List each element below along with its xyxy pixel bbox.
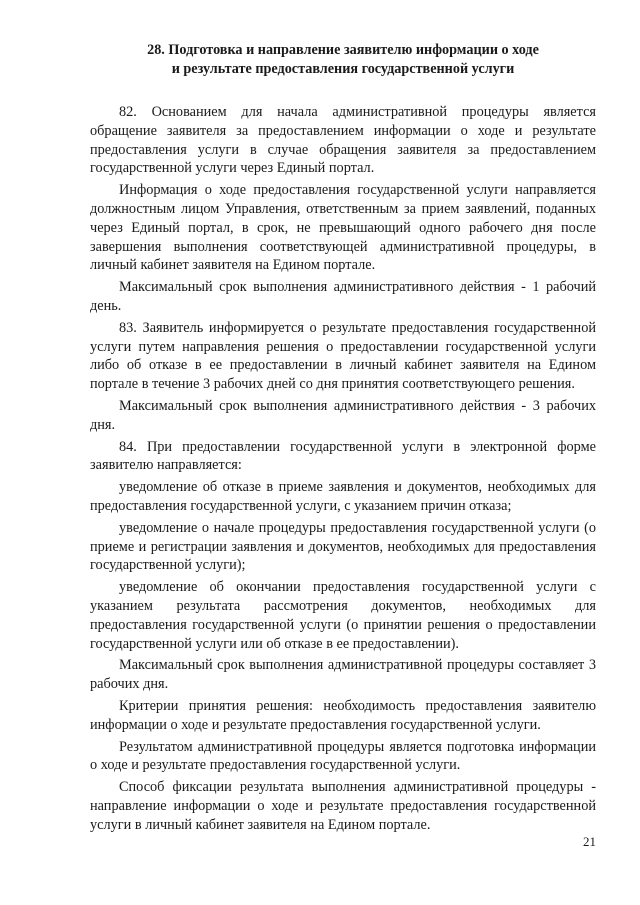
paragraph-fixation-method: Способ фиксации результата выполнения административной процедуры - направление информации о ходе и результате предоставления государственной услуги в личный кабинет заявителя на Едином портале. — [90, 779, 596, 833]
paragraph-result: Результатом административной процедуры является подготовка информации о ходе и результате предоставления государственной услуги. — [90, 738, 596, 774]
paragraph-max-term-procedure: Максимальный срок выполнения административной процедуры составляет 3 рабочих дня. — [90, 657, 596, 693]
paragraph-max-term-3-days: Максимальный срок выполнения административного действия - 3 рабочих дня. — [90, 397, 596, 433]
section-heading-line-2: и результате предоставления государственной услуги — [171, 61, 515, 77]
paragraph-82: 82. Основанием для начала административной процедуры является обращение заявителя за предоставлением информации о ходе и результате предоставления услуги в случае обращения заявителя за предоставлением государственной услуги через Единый портал. — [90, 104, 596, 177]
section-heading-line-1: 28. Подготовка и направление заявителю информации о ходе — [147, 42, 539, 58]
paragraph-notice-end: уведомление об окончании предоставления государственной услуги с указанием результата рассмотрения документов, необходимых для предоставления государственной услуги (о принятии решения о предоставлении государственной услуги или об отказе в ее предоставлении). — [90, 579, 596, 652]
paragraph-84: 84. При предоставлении государственной услуги в электронной форме заявителю направляется: — [90, 438, 596, 474]
paragraph-notice-refusal: уведомление об отказе в приеме заявления и документов, необходимых для предоставления государственной услуги, с указанием причин отказа; — [90, 479, 596, 514]
section-heading — [90, 41, 596, 79]
page-number: 21 — [583, 834, 596, 849]
paragraph-info-progress: Информация о ходе предоставления государственной услуги направляется должностным лицом Управления, ответственным за прием заявлений, поданных через Единый портал, в срок, не превышающий одного рабочего дня после завершения выполнения соответствующей административной процедуры, в личный кабинет заявителя на Едином портале. — [90, 182, 596, 274]
document-body — [90, 103, 596, 837]
paragraph-notice-start: уведомление о начале процедуры предоставления государственной услуги (о приеме и регистрации заявления и документов, необходимых для предоставления государственной услуги); — [90, 519, 596, 574]
paragraph-83: 83. Заявитель информируется о результате предоставления государственной услуги путем направления решения о предоставлении государственной услуги либо об отказе в ее предоставлении в личный кабинет заявителя на Едином портале в течение 3 рабочих дней со дня принятия соответствующего решения. — [90, 319, 596, 393]
paragraph-decision-criteria: Критерии принятия решения: необходимость предоставления заявителю информации о ходе и результате предоставления государственной услуги. — [90, 697, 596, 733]
paragraph-max-term-1-day: Максимальный срок выполнения административного действия - 1 рабочий день. — [90, 279, 596, 314]
